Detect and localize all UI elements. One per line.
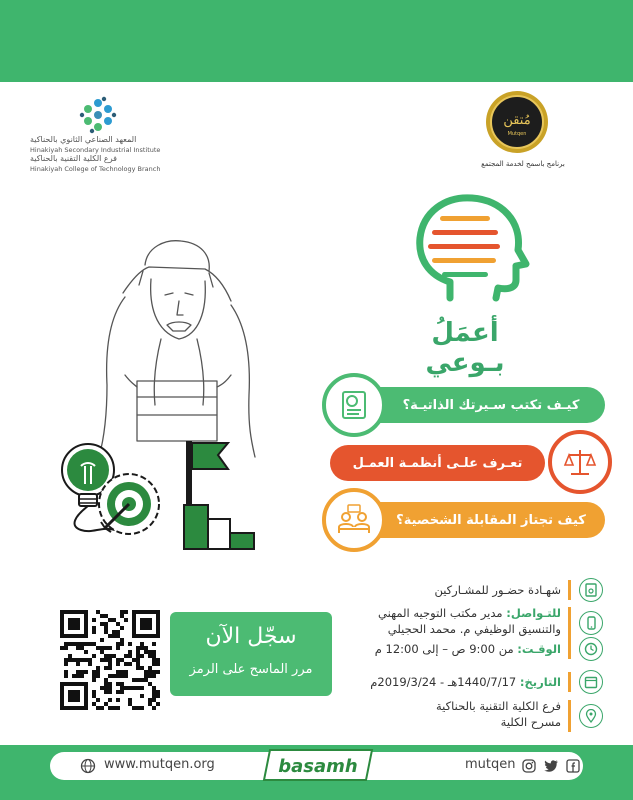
svg-text:Mutqen: Mutqen (507, 131, 527, 137)
institute-name-ar: المعهد الصناعي الثانوي بالحناكية (30, 135, 137, 144)
separator (568, 672, 571, 692)
man-illustration (85, 235, 270, 460)
campaign-title: أعمَلُ بـوعي (425, 318, 505, 378)
topic-pill-cv (355, 387, 605, 423)
topic-label: كيـف تكتب سـيرتك الذاتيـة؟ (402, 397, 580, 413)
contact-text (378, 605, 561, 637)
topic-icon-interview (322, 488, 386, 552)
info-row-date (303, 670, 603, 694)
topic-icon-labor-law (548, 430, 612, 494)
location-line-2: مسرح الكلية (500, 715, 561, 729)
phone-icon (579, 611, 603, 635)
info-row-certificate (303, 578, 603, 602)
facebook-icon[interactable] (566, 759, 580, 773)
top-band (0, 0, 633, 82)
website-link[interactable]: www.mutqen.org (104, 757, 215, 772)
college-name-ar: فرع الكلية التقنية بالحناكية (30, 154, 117, 163)
separator (568, 700, 571, 732)
basamh-logo (262, 748, 374, 782)
certificate-text: شهـادة حضـور للمشـاركين (434, 583, 561, 597)
date-label: التاريخ: (519, 675, 561, 689)
target-icon (95, 470, 165, 540)
info-row-contact (303, 605, 603, 641)
instagram-icon[interactable] (522, 759, 536, 773)
info-row-location (303, 698, 603, 734)
separator (568, 580, 571, 600)
flag-steps-icon (180, 435, 260, 550)
date-text (370, 674, 561, 690)
register-box (170, 612, 332, 696)
program-caption: برنامج باسمح لخدمة المجتمع (481, 160, 565, 168)
topic-label: تعـرف علـى أنظمـة العمـل (352, 455, 523, 471)
twitter-icon[interactable] (544, 759, 559, 773)
topic-pill-labor-law (330, 445, 545, 481)
institute-name-en: Hinakiyah Secondary Industrial Institute (30, 146, 161, 154)
info-row-time (303, 637, 603, 661)
location-line-1: فرع الكلية التقنية بالحناكية (436, 699, 561, 713)
contact-line-2: والتنسيق الوظيفي م. محمد الحجيلي (387, 622, 561, 636)
svg-text:مُتقن: مُتقن (503, 113, 531, 128)
location-text (436, 698, 561, 730)
calendar-icon (579, 670, 603, 694)
date-value: 1440/7/17هـ - 2019/3/24م (370, 675, 517, 689)
college-name-en: Hinakiyah College of Technology Branch (30, 165, 161, 173)
time-value: من 9:00 ص – إلى 12:00 م (374, 642, 514, 656)
interview-icon (336, 503, 372, 537)
register-title: سجّل الآن (205, 624, 297, 649)
register-subtitle: مرر الماسح على الرمز (189, 662, 313, 677)
mutqen-seal-icon (485, 90, 549, 154)
scales-icon (563, 445, 597, 479)
svg-text:basamh: basamh (278, 756, 358, 777)
separator (568, 607, 571, 639)
time-label: الوقـت: (517, 642, 561, 656)
clock-icon (579, 637, 603, 661)
certificate-icon (579, 578, 603, 602)
time-text (375, 641, 561, 657)
flower-emblem-icon (78, 95, 118, 137)
contact-label: للتـواصل: (506, 606, 561, 620)
head-profile-icon (410, 190, 530, 310)
qr-code[interactable] (60, 610, 160, 710)
topic-icon-cv (322, 373, 386, 437)
globe-icon (80, 758, 96, 774)
contact-line-1: مدير مكتب التوجيه المهني (378, 606, 503, 620)
social-handle[interactable]: mutqen (465, 757, 516, 772)
topic-label: كيف تجتاز المقابلة الشخصية؟ (396, 512, 586, 528)
separator (568, 639, 571, 659)
location-pin-icon (579, 704, 603, 728)
resume-icon (337, 388, 371, 422)
topic-pill-interview (355, 502, 605, 538)
mutqen-logo (485, 90, 549, 158)
